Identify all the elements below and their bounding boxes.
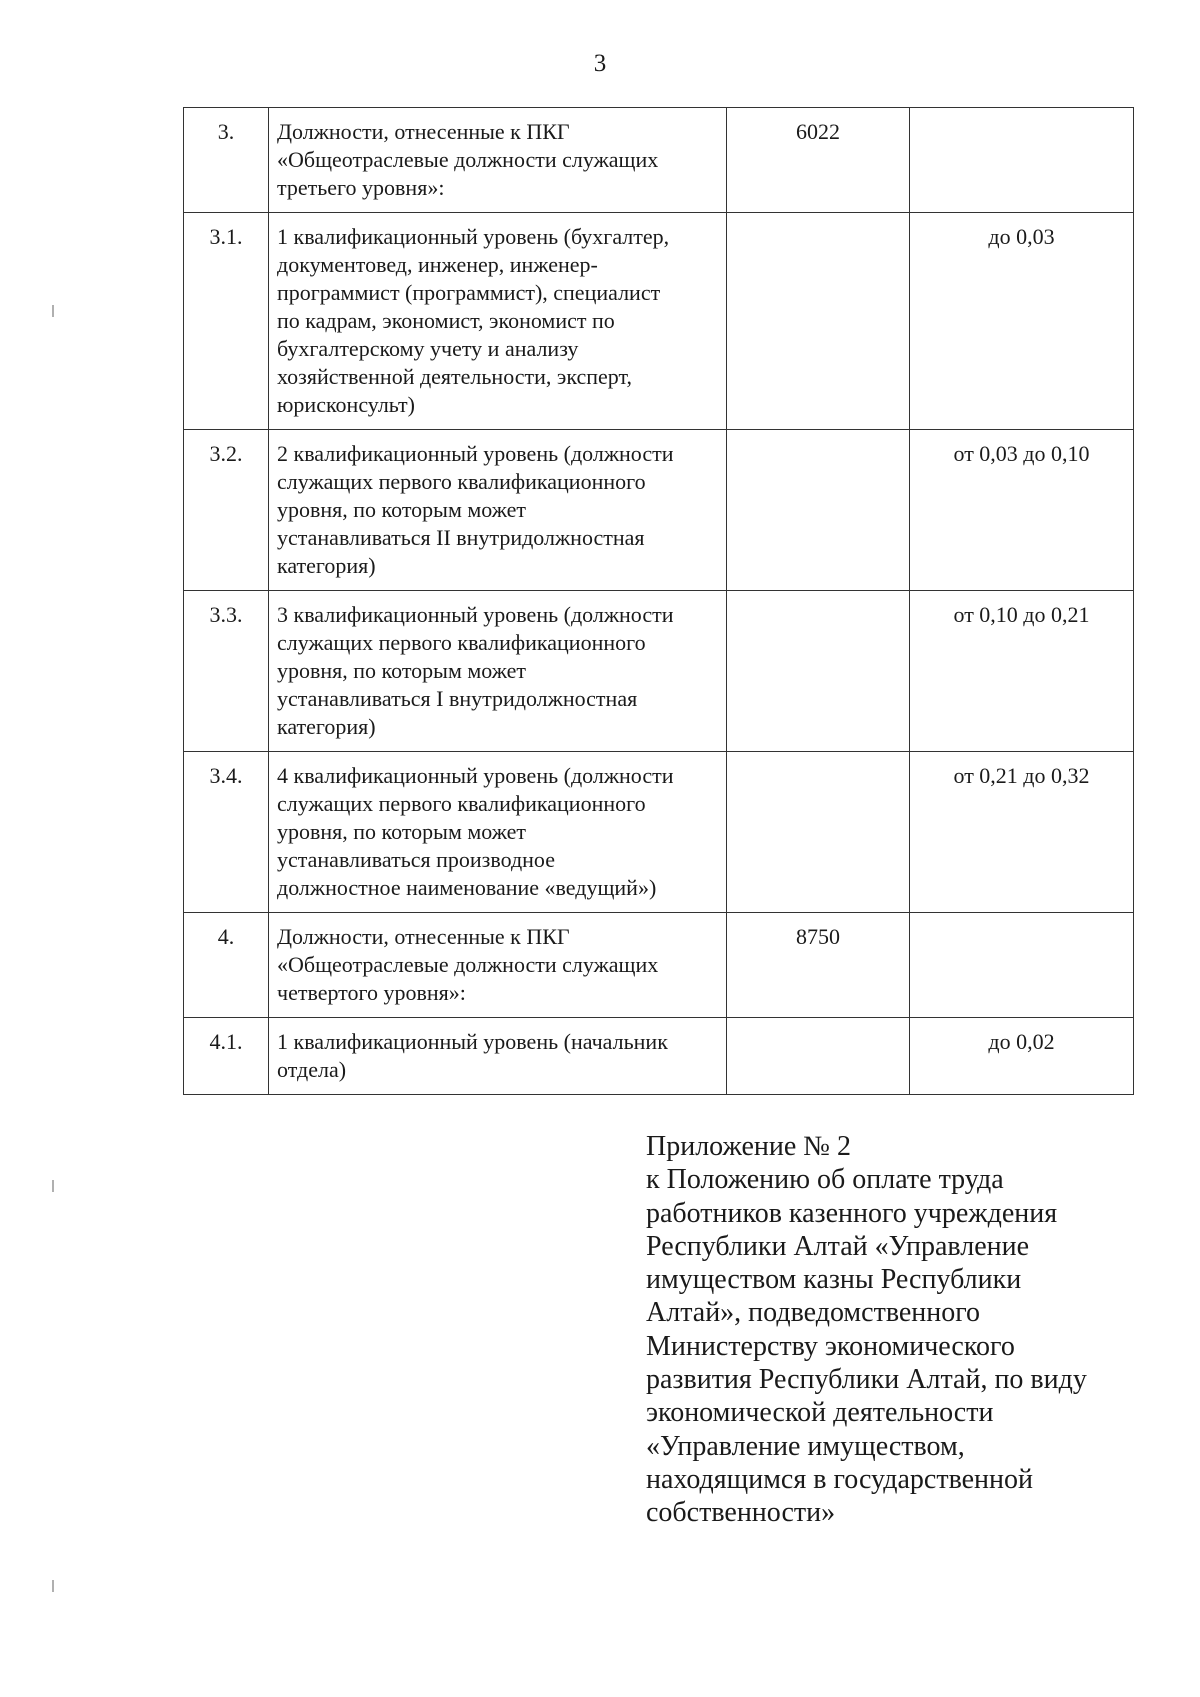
base-salary (727, 430, 910, 591)
description-line: устанавливаться производное (277, 847, 555, 872)
description-line: устанавливаться II внутридолжностная (277, 525, 645, 550)
table-row (184, 213, 1134, 430)
row-number: 3.1. (184, 213, 269, 430)
description-line: юрисконсульт) (277, 392, 415, 417)
description-line: служащих первого квалификационного (277, 630, 646, 655)
row-number: 3. (184, 108, 269, 213)
salary-coefficient-table (183, 107, 1134, 1095)
description-line: программист (программист), специалист (277, 280, 661, 305)
appendix-line: Министерству экономического (646, 1330, 1015, 1362)
position-description (269, 913, 727, 1018)
appendix-line: имуществом казны Республики (646, 1264, 1022, 1296)
description-line: категория) (277, 553, 376, 578)
appendix-subtitle (646, 1163, 1116, 1529)
description-line: отдела) (277, 1057, 347, 1082)
base-salary: 8750 (727, 913, 910, 1018)
description-line: уровня, по которым может (277, 658, 527, 683)
description-line: Должности, отнесенные к ПКГ (277, 924, 570, 949)
base-salary (727, 1018, 910, 1095)
description-line: Должности, отнесенные к ПКГ (277, 119, 570, 144)
margin-mark (52, 1580, 54, 1592)
description-line: документовед, инженер, инженер- (277, 252, 598, 277)
description-line: «Общеотраслевые должности служащих (277, 147, 659, 172)
margin-mark (52, 1180, 54, 1192)
description-line: «Общеотраслевые должности служащих (277, 952, 659, 977)
appendix-line: Республики Алтай «Управление (646, 1230, 1030, 1262)
raise-coefficient: от 0,10 до 0,21 (910, 591, 1134, 752)
description-line: 3 квалификационный уровень (должности (277, 602, 674, 627)
base-salary (727, 213, 910, 430)
description-line: уровня, по которым может (277, 819, 527, 844)
appendix-line: к Положению об оплате труда (646, 1164, 1004, 1196)
position-description (269, 1018, 727, 1095)
description-line: 2 квалификационный уровень (должности (277, 441, 674, 466)
appendix-line: собственности» (646, 1497, 836, 1529)
appendix-line: работников казенного учреждения (646, 1197, 1058, 1229)
row-number: 4. (184, 913, 269, 1018)
appendix-line: «Управление имуществом, (646, 1430, 965, 1462)
position-description (269, 752, 727, 913)
base-salary (727, 752, 910, 913)
appendix-line: экономической деятельности (646, 1397, 994, 1429)
description-line: четвертого уровня»: (277, 980, 466, 1005)
table-row (184, 752, 1134, 913)
table-row (184, 591, 1134, 752)
description-line: служащих первого квалификационного (277, 469, 646, 494)
description-line: категория) (277, 714, 376, 739)
description-line: должностное наименование «ведущий») (277, 875, 657, 900)
description-line: 4 квалификационный уровень (должности (277, 763, 674, 788)
row-number: 3.3. (184, 591, 269, 752)
base-salary (727, 591, 910, 752)
table-row (184, 1018, 1134, 1095)
position-description (269, 430, 727, 591)
description-line: служащих первого квалификационного (277, 791, 646, 816)
position-description (269, 108, 727, 213)
raise-coefficient (910, 108, 1134, 213)
description-line: 1 квалификационный уровень (бухгалтер, (277, 224, 670, 249)
table-row (184, 913, 1134, 1018)
description-line: хозяйственной деятельности, эксперт, (277, 364, 632, 389)
description-line: устанавливаться I внутридолжностная (277, 686, 638, 711)
position-description (269, 213, 727, 430)
appendix-line: находящимся в государственной (646, 1463, 1034, 1495)
description-line: уровня, по которым может (277, 497, 527, 522)
raise-coefficient: до 0,02 (910, 1018, 1134, 1095)
row-number: 3.2. (184, 430, 269, 591)
appendix-title: Приложение № 2 (646, 1131, 851, 1162)
row-number: 4.1. (184, 1018, 269, 1095)
appendix-line: развития Республики Алтай, по виду (646, 1364, 1087, 1396)
appendix-line: Алтай», подведомственного (646, 1297, 981, 1329)
base-salary: 6022 (727, 108, 910, 213)
description-line: 1 квалификационный уровень (начальник (277, 1029, 668, 1054)
page-number: 3 (593, 50, 607, 77)
raise-coefficient: от 0,03 до 0,10 (910, 430, 1134, 591)
description-line: по кадрам, экономист, экономист по (277, 308, 615, 333)
table-row (184, 430, 1134, 591)
raise-coefficient: от 0,21 до 0,32 (910, 752, 1134, 913)
margin-mark (52, 305, 54, 317)
row-number: 3.4. (184, 752, 269, 913)
description-line: бухгалтерскому учету и анализу (277, 336, 579, 361)
table-row (184, 108, 1134, 213)
raise-coefficient (910, 913, 1134, 1018)
description-line: третьего уровня»: (277, 175, 445, 200)
position-description (269, 591, 727, 752)
raise-coefficient: до 0,03 (910, 213, 1134, 430)
appendix-heading (646, 1130, 1116, 1530)
